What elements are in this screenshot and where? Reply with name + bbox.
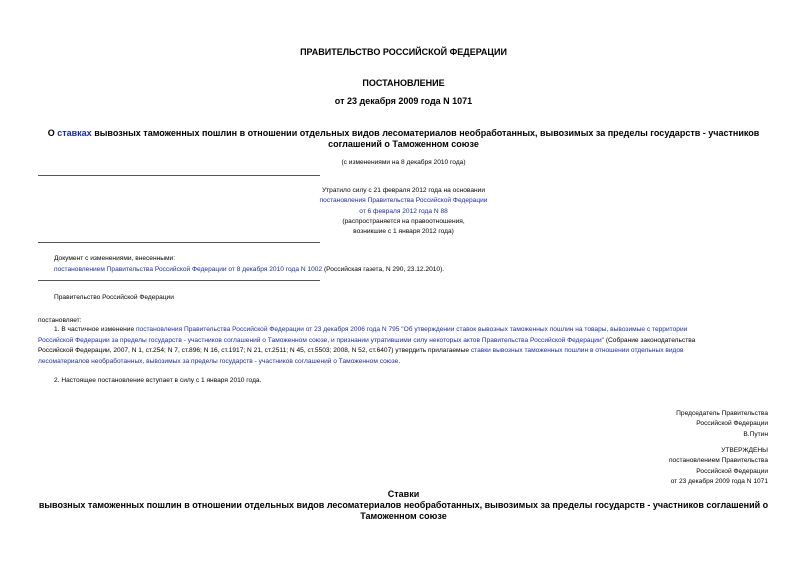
doc-type-heading: ПОСТАНОВЛЕНИЕ	[362, 78, 445, 88]
amendments-link[interactable]: постановлением Правительства Российской Федерации от 8 декабря 2010 года N 1002	[54, 266, 323, 273]
document-title-line2: соглашений о Таможенном союзе	[328, 139, 479, 149]
paragraph-2: 2. Настоящее постановление вступает в силу с 1 января 2010 года.	[54, 377, 262, 384]
amended-note: (с изменениями на 8 декабря 2010 года)	[341, 159, 466, 166]
divider	[38, 175, 320, 176]
rates-subtitle: вывозных таможенных пошлин в отношении отдельных видов лесоматериалов необработанных, вывозимых за пределы государств - участников соглашений о	[38, 500, 769, 510]
rates-link-cont[interactable]: лесоматериалов необработанных, вывозимых за пределы государств - участников соглашений о Таможенном союзе	[38, 357, 399, 365]
amendments-label: Документ с изменениями, внесенными:	[54, 255, 176, 262]
decree-795-link[interactable]: постановления Правительства Российской Федерации от 23 декабря 2006 года N 795 "Об утверждении ставок вывозных таможенных пошлин на товары, вывозимые с территории	[135, 326, 688, 333]
amendments-line: постановлением Правительства Российской Федерации от 8 декабря 2010 года N 1002 (Российская газета, N 290, 23.12.2010).	[54, 266, 445, 273]
document-title: О ставках вывозных таможенных пошлин в отношении отдельных видов лесоматериалов необработанных, вывозимых за пределы государств - участников	[47, 128, 760, 138]
decree-795-link-cont[interactable]: Российской Федерации за пределы государств - участников соглашений о Таможенном союзе, и признании утратившими силу некоторых актов Правительства Российской Федерации"	[38, 336, 605, 344]
approved-block: УТВЕРЖДЕНЫ постановлением Правительства Российской Федерации от 23 декабря 2009 года N 1071	[668, 447, 768, 485]
expired-link-date[interactable]: от 6 февраля 2012 года N 88	[359, 207, 448, 215]
title-link[interactable]: ставках	[57, 128, 92, 138]
government-heading: ПРАВИТЕЛЬСТВО РОССИЙСКОЙ ФЕДЕРАЦИИ	[300, 47, 507, 57]
expired-note: Утратило силу с 21 февраля 2012 года на основании постановления Правительства Российской Федерации от 6 февраля 2012 года N 88 (распространяется на правоотношения, возникшие с 1 января 2012 года)	[319, 187, 488, 236]
government-actor: Правительство Российской Федерации	[54, 294, 174, 301]
rates-link[interactable]: ставки вывозных таможенных пошлин в отношении отдельных видов	[470, 347, 684, 354]
paragraph-1: 1. В частичное изменение постановления Правительства Российской Федерации от 23 декабря 2006 года N 795 "Об утверждении ставок вывозных таможенных пошлин на товары, вывозимые с территории Российской Федерации за пределы государств - участников соглашений о Таможенном союзе, и признании утратившими силу некоторых актов Правительства Российской Федерации" (Собрание законодательства Российской Федерации, 2007, N 1, ст.254; N 7, ст.896; N 16, ст.1917; N 21, ст.2511; N 45, ст.5503; 2008, N 52, ст.6407) утвердить прилагаемые ставки вывозных таможенных пошлин в отношении отдельных видов лесоматериалов необработанных, вывозимых за пределы государств - участников соглашений о Таможенном союзе.	[38, 326, 696, 365]
rates-title: Ставки	[387, 489, 420, 499]
divider	[38, 280, 320, 281]
signature-block: Председатель Правительства Российской Федерации В.Путин	[676, 410, 768, 438]
rates-subtitle-line2: Таможенном союзе	[360, 511, 447, 521]
expired-link-decree[interactable]: постановления Правительства Российской Федерации	[319, 197, 488, 205]
decrees-word: постановляет:	[38, 317, 82, 324]
divider	[38, 242, 320, 243]
date-number: от 23 декабря 2009 года N 1071	[334, 96, 473, 106]
